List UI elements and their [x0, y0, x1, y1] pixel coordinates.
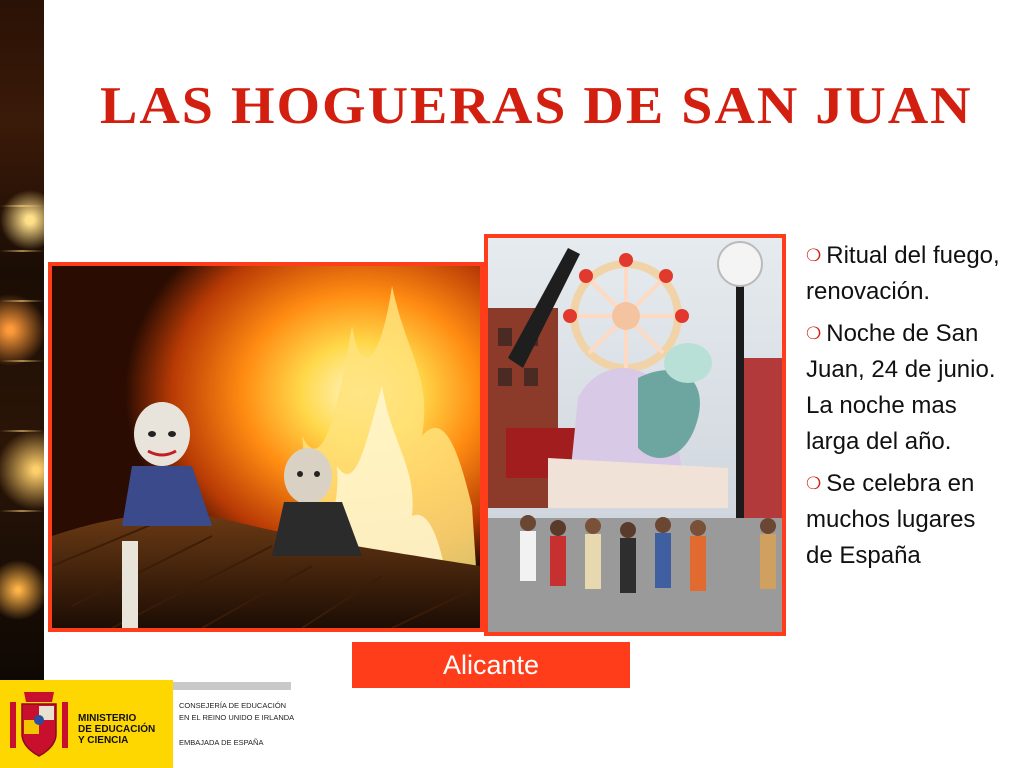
ministry-name [78, 713, 170, 746]
parade-photo [484, 234, 786, 636]
bonfire-photo [48, 262, 484, 632]
photo-caption: Alicante [350, 640, 632, 690]
bullet-text: Ritual del fuego, renovación. [806, 242, 1000, 305]
bullet-list [806, 238, 1006, 580]
ministry-line: Y CIENCIA [78, 735, 129, 746]
hollow-circle-bullet-icon: ❍ [806, 474, 822, 493]
firework-spark [0, 300, 44, 302]
consejeria-line: CONSEJERÍA DE EDUCACIÓN [179, 701, 287, 710]
consejeria-line: EN EL REINO UNIDO E IRLANDA [179, 713, 295, 722]
consejeria-name [179, 700, 299, 724]
slide-title: LAS HOGUERAS DE SAN JUAN [100, 76, 973, 136]
hollow-circle-bullet-icon: ❍ [806, 324, 822, 343]
firework-spark [0, 250, 44, 252]
bullet-item [806, 316, 1006, 460]
bonfire-image [52, 266, 480, 628]
parade-image [488, 238, 782, 632]
footer [0, 680, 1024, 768]
ministry-line: DE EDUCACIÓN [78, 724, 156, 735]
fireworks-side-strip [0, 0, 44, 680]
firework-spark [0, 360, 44, 362]
firework-spark [0, 205, 44, 207]
ministry-logo-panel [0, 680, 173, 768]
firework-spark [0, 430, 44, 432]
ministry-line: MINISTERIO [78, 713, 137, 724]
embajada-name: EMBAJADA DE ESPAÑA [179, 738, 264, 747]
bullet-item [806, 238, 1006, 310]
hollow-circle-bullet-icon: ❍ [806, 246, 822, 265]
bullet-text: Noche de San Juan, 24 de junio. La noche mas larga del año. [806, 320, 996, 455]
bullet-item [806, 466, 1006, 574]
spain-coat-of-arms-icon [8, 688, 70, 760]
footer-divider-bar [173, 682, 291, 690]
firework-spark [0, 510, 44, 512]
bullet-text: Se celebra en muchos lugares de España [806, 470, 976, 569]
